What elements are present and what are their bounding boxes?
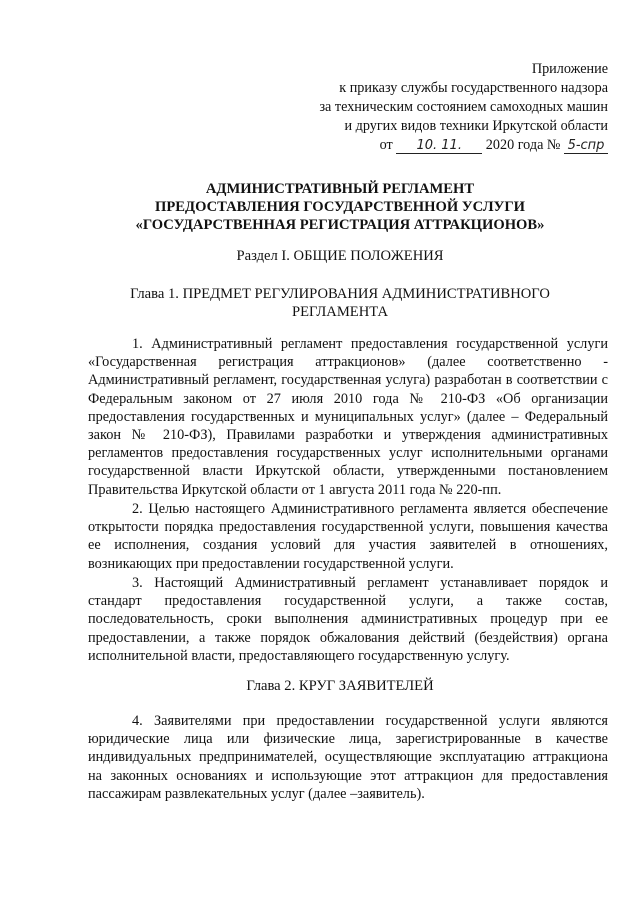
- paragraph-3: 3. Настоящий Административный регламент устанавливает порядок и стандарт предоставления государственной услуги, а также состав, последовательность, сроки выполнения административных процедур при ее предоставлении, а также порядок обжалования действий (бездействия) органа исполнительной власти, предоставляющего государственную услугу.: [88, 575, 608, 664]
- paragraph-1: 1. Административный регламент предоставления государственной услуги «Государственная регистрация аттракционов» (далее соответственно - Административный регламент, государственная услуга) разработан в соответствии с Федеральным законом от 27 июля 2010 года № 210-ФЗ «Об организации предоставления государственных и муниципальных услуг» (далее – Федеральный закон № 210-ФЗ), Правилами разработки и утверждения административных регламентов предоставления государственных услуг исполнительными органами государственной власти Иркутской области, утвержденными постановлением Правительства Иркутской области от 1 августа 2011 года № 220-пп.: [88, 336, 608, 498]
- chapter-1-line-2: РЕГЛАМЕНТА: [292, 304, 388, 320]
- handwritten-date: 10. 11.: [416, 138, 462, 153]
- appendix-region-line: и других видов техники Иркутской области: [344, 118, 608, 134]
- year-text: 2020 года №: [485, 137, 561, 153]
- title-line-3: «ГОСУДАРСТВЕННАЯ РЕГИСТРАЦИЯ АТТРАКЦИОНОВ»: [135, 217, 545, 233]
- chapter-1-heading: [60, 285, 620, 321]
- appendix-date-line: [319, 136, 608, 155]
- appendix-header: [319, 60, 608, 155]
- appendix-order-line: к приказу службы государственного надзора: [339, 80, 608, 96]
- paragraph-2: 2. Целью настоящего Административного регламента является обеспечение открытости порядка предоставления государственной услуги, повышения качества ее исполнения, создания условий для участия заявителей в отношениях, возникающих при предоставлении государственной услуги.: [88, 501, 608, 572]
- title-line-1: АДМИНИСТРАТИВНЫЙ РЕГЛАМЕНТ: [205, 181, 475, 197]
- appendix-title: Приложение: [531, 61, 608, 77]
- section-heading: Раздел I. ОБЩИЕ ПОЛОЖЕНИЯ: [236, 248, 444, 264]
- chapter-2-heading: Глава 2. КРУГ ЗАЯВИТЕЛЕЙ: [246, 678, 434, 694]
- chapter-1-line-1: Глава 1. ПРЕДМЕТ РЕГУЛИРОВАНИЯ АДМИНИСТРАТИВНОГО: [130, 286, 550, 302]
- appendix-agency-line: за техническим состоянием самоходных машин: [319, 99, 608, 115]
- number-blank: [564, 138, 608, 154]
- date-blank: [396, 138, 482, 154]
- document-title: [60, 180, 620, 234]
- handwritten-number: 5-спр: [567, 138, 605, 153]
- paragraph-4: 4. Заявителями при предоставлении государственной услуги являются юридические лица или физические лица, зарегистрированные в качестве индивидуальных предпринимателей, осуществляющие эксплуатацию аттракциона на законных основаниях и использующие этот аттракцион для предоставления пассажирам развлекательных услуг (далее –заявитель).: [88, 713, 608, 802]
- title-line-2: ПРЕДОСТАВЛЕНИЯ ГОСУДАРСТВЕННОЙ УСЛУГИ: [155, 199, 525, 215]
- date-prefix: от: [379, 137, 393, 153]
